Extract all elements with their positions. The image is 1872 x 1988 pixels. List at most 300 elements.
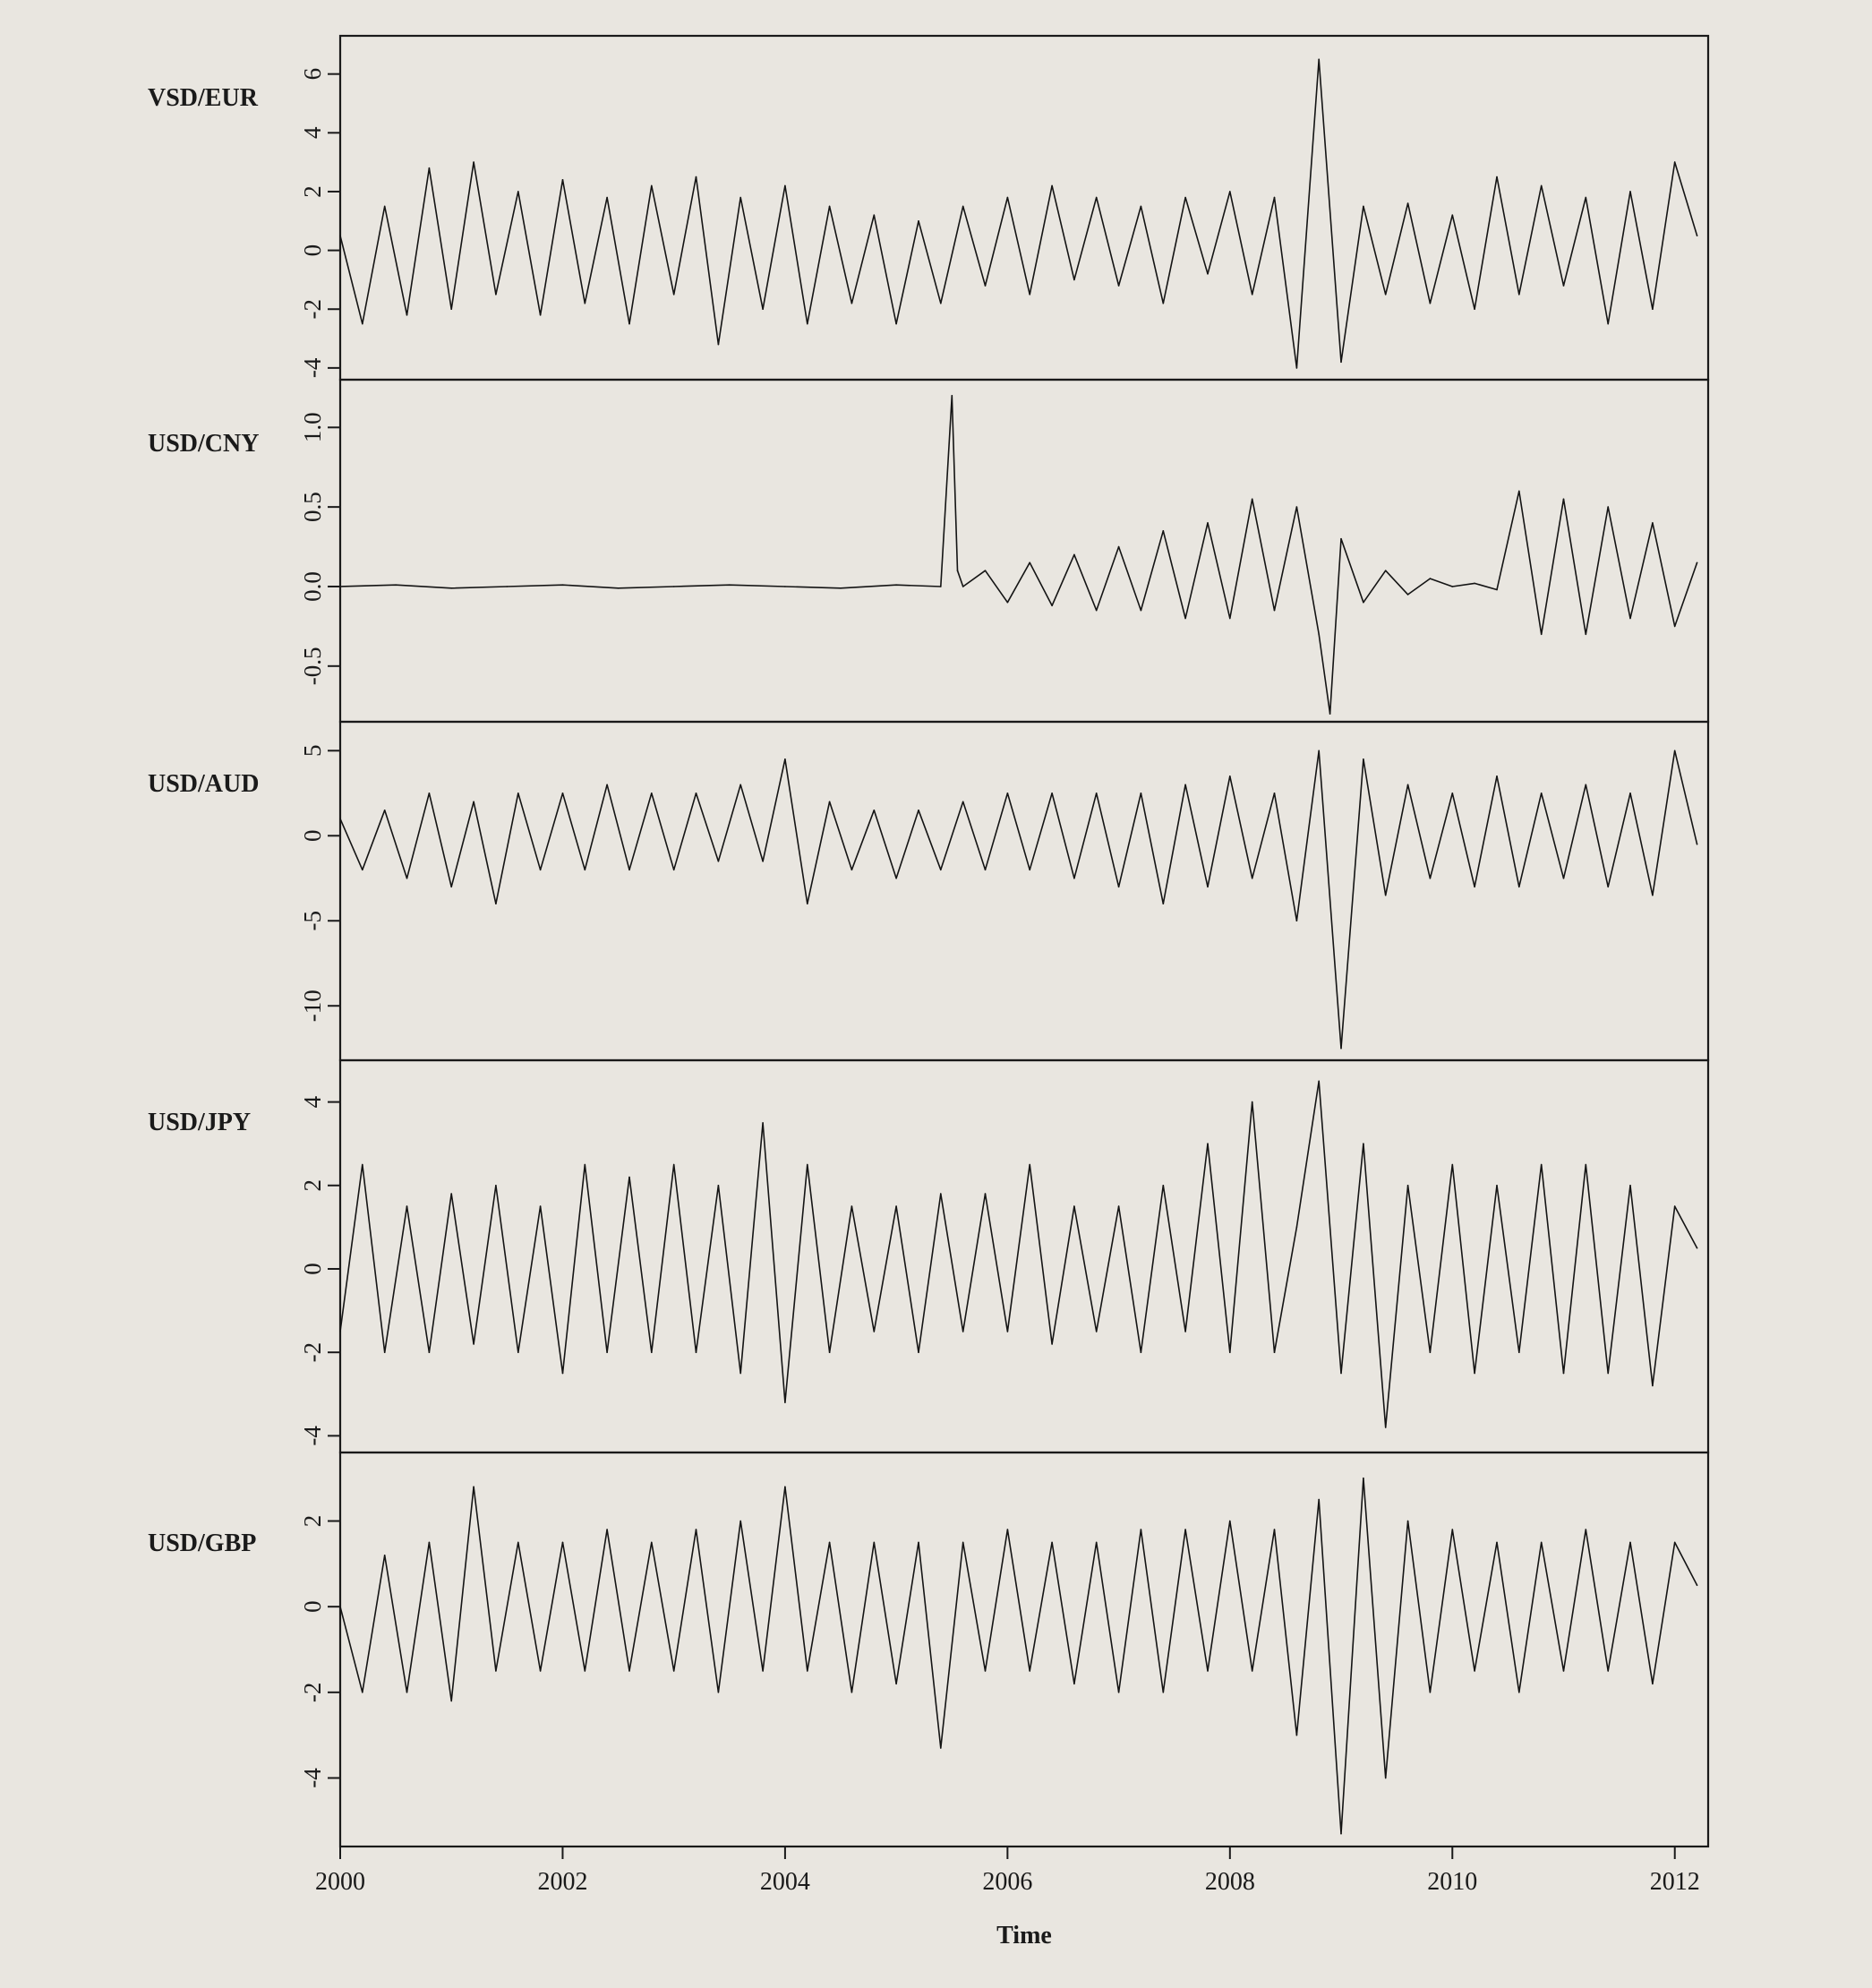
data-point [673, 1164, 675, 1166]
data-point [1318, 750, 1320, 752]
data-point [495, 1670, 497, 1672]
data-point [1629, 793, 1631, 794]
data-point [1051, 1542, 1053, 1544]
data-point [1252, 1101, 1253, 1103]
data-point [651, 1351, 653, 1353]
data-point [1184, 197, 1186, 199]
data-point [1563, 499, 1565, 501]
data-point [507, 586, 509, 587]
data-point [1207, 1670, 1209, 1672]
data-point [1096, 1542, 1098, 1544]
data-point [807, 1670, 808, 1672]
data-point [962, 1331, 964, 1332]
data-point [540, 1670, 542, 1672]
data-point [985, 870, 987, 871]
y-tick-label: -5 [299, 910, 326, 931]
data-point [1586, 634, 1587, 636]
data-point [739, 784, 741, 786]
data-point [952, 395, 953, 397]
data-point [362, 323, 363, 325]
data-point [1674, 1205, 1676, 1207]
data-point [1141, 1529, 1142, 1530]
data-point [1652, 308, 1654, 310]
data-point [1207, 273, 1209, 275]
data-point [1474, 1373, 1475, 1375]
data-point [874, 1331, 876, 1332]
data-point [1229, 191, 1231, 193]
data-point [1007, 197, 1009, 199]
data-point [1318, 59, 1320, 61]
panel-frame [340, 722, 1708, 1060]
data-point [1385, 294, 1387, 296]
data-point [606, 784, 608, 786]
data-point [807, 903, 808, 904]
data-point [1007, 602, 1009, 604]
data-point [1385, 1427, 1387, 1428]
data-point [1207, 1143, 1209, 1144]
data-point [495, 903, 497, 904]
data-point [1563, 1373, 1565, 1375]
data-point [874, 1542, 876, 1544]
data-point [940, 1747, 942, 1749]
data-point [1051, 185, 1053, 187]
data-point [1363, 1478, 1364, 1479]
data-point [807, 323, 808, 325]
y-tick-label: -0.5 [299, 647, 326, 686]
y-tick-label: -2 [299, 1341, 326, 1363]
data-point [1296, 1227, 1298, 1229]
data-point [895, 323, 897, 325]
data-point [718, 1185, 720, 1187]
data-point [1697, 1585, 1698, 1587]
data-point [718, 344, 720, 346]
data-point [1674, 626, 1676, 628]
data-point [1363, 1143, 1364, 1144]
data-point [1474, 308, 1475, 310]
data-point [1073, 878, 1075, 879]
data-point [696, 1529, 697, 1530]
data-point [1407, 202, 1409, 204]
data-point [918, 810, 919, 811]
data-point [829, 1351, 831, 1353]
series-line-vsd-eur [340, 59, 1697, 368]
data-point [739, 197, 741, 199]
data-point [1252, 1670, 1253, 1672]
data-point [1652, 1385, 1654, 1387]
data-point [1274, 793, 1276, 794]
data-point [540, 314, 542, 316]
data-point [1452, 214, 1454, 216]
data-point [1607, 1373, 1609, 1375]
data-point [1141, 206, 1142, 208]
data-point [851, 1205, 853, 1207]
panel-usd-cny [148, 380, 1708, 722]
data-point [339, 1606, 341, 1607]
panel-frame [340, 1060, 1708, 1452]
data-point [1274, 1351, 1276, 1353]
data-point [1296, 920, 1298, 921]
series-name-label: USD/JPY [148, 1109, 252, 1136]
data-point [1586, 197, 1587, 199]
data-point [429, 1542, 431, 1544]
data-point [1607, 1670, 1609, 1672]
data-point [840, 587, 842, 589]
data-point [696, 176, 697, 178]
data-point [1163, 530, 1165, 532]
data-point [1541, 634, 1543, 636]
data-point [851, 870, 853, 871]
data-point [1407, 1521, 1409, 1522]
data-point [606, 197, 608, 199]
series-name-label: USD/GBP [148, 1530, 257, 1557]
data-point [1184, 1529, 1186, 1530]
y-tick-label: 4 [299, 126, 326, 140]
data-point [739, 1521, 741, 1522]
data-point [1163, 1185, 1165, 1187]
data-point [1541, 1164, 1543, 1166]
y-tick-label: -4 [299, 1768, 326, 1788]
x-axis [315, 1847, 1700, 1896]
data-point [406, 1692, 408, 1693]
data-point [1652, 522, 1654, 524]
y-tick-label: 0.0 [299, 571, 326, 602]
data-point [1007, 1529, 1009, 1530]
data-point [1629, 1542, 1631, 1544]
data-point [1697, 562, 1698, 564]
x-tick-label: 2008 [1204, 1868, 1255, 1896]
data-point [1407, 1185, 1409, 1187]
data-point [1051, 605, 1053, 607]
data-point [429, 793, 431, 794]
data-point [1029, 870, 1030, 871]
data-point [1118, 1692, 1120, 1693]
data-point [895, 1684, 897, 1685]
data-point [1229, 1351, 1231, 1353]
y-tick-label: -2 [299, 1682, 326, 1703]
data-point [1541, 1542, 1543, 1544]
data-point [540, 1205, 542, 1207]
data-point [762, 1122, 764, 1124]
data-point [1051, 1343, 1053, 1345]
data-point [1652, 1684, 1654, 1685]
data-point [495, 294, 497, 296]
data-point [1329, 713, 1331, 715]
data-point [1096, 197, 1098, 199]
data-point [784, 758, 786, 760]
data-point [606, 1529, 608, 1530]
data-point [1207, 522, 1209, 524]
data-point [517, 1542, 519, 1544]
data-point [473, 1343, 474, 1345]
data-point [1385, 895, 1387, 896]
y-tick-label: 2 [299, 1179, 326, 1192]
y-tick-label: 4 [299, 1095, 326, 1109]
data-point [1430, 878, 1432, 879]
data-point [1452, 793, 1454, 794]
panel-frame [340, 380, 1708, 722]
y-tick-label: 0.5 [299, 492, 326, 523]
data-point [384, 1555, 386, 1556]
data-point [429, 1351, 431, 1353]
data-point [1073, 1205, 1075, 1207]
data-point [1096, 793, 1098, 794]
data-point [1629, 1185, 1631, 1187]
data-point [450, 1701, 452, 1702]
data-point [1296, 506, 1298, 508]
data-point [1318, 634, 1320, 636]
data-point [406, 878, 408, 879]
data-point [940, 870, 942, 871]
y-tick-label: 1.0 [299, 412, 326, 443]
data-point [1274, 610, 1276, 612]
data-point [1452, 586, 1454, 587]
data-point [739, 1373, 741, 1375]
data-point [1607, 323, 1609, 325]
data-point [1586, 784, 1587, 786]
data-point [406, 1205, 408, 1207]
data-point [1586, 1529, 1587, 1530]
data-point [1029, 294, 1030, 296]
data-point [339, 818, 341, 820]
data-point [1452, 1529, 1454, 1530]
data-point [1363, 602, 1364, 604]
data-point [628, 1670, 630, 1672]
x-axis-title: Time [996, 1922, 1052, 1949]
data-point [1229, 618, 1231, 620]
data-point [874, 810, 876, 811]
data-point [1697, 844, 1698, 845]
data-point [1452, 1164, 1454, 1166]
data-point [384, 810, 386, 811]
data-point [384, 1351, 386, 1353]
data-point [585, 1670, 586, 1672]
data-point [1207, 887, 1209, 888]
data-point [1674, 161, 1676, 163]
series-line-usd-cny [340, 396, 1697, 714]
data-point [940, 1193, 942, 1195]
data-point [651, 1542, 653, 1544]
data-point [473, 801, 474, 803]
data-point [957, 570, 959, 571]
data-point [1073, 279, 1075, 281]
data-point [1029, 562, 1030, 564]
data-point [1496, 1542, 1498, 1544]
data-point [962, 801, 964, 803]
data-point [1007, 1331, 1009, 1332]
data-point [962, 1542, 964, 1544]
data-point [339, 235, 341, 236]
data-point [628, 870, 630, 871]
series-name-label: USD/AUD [148, 770, 260, 798]
data-point [762, 861, 764, 862]
data-point [1007, 793, 1009, 794]
data-point [1363, 206, 1364, 208]
data-point [718, 1692, 720, 1693]
data-point [1229, 1521, 1231, 1522]
data-point [1541, 185, 1543, 187]
data-point [940, 586, 942, 587]
data-point [362, 1164, 363, 1166]
data-point [985, 1193, 987, 1195]
data-point [450, 887, 452, 888]
y-tick-label: 0 [299, 244, 326, 257]
data-point [585, 870, 586, 871]
data-point [696, 1351, 697, 1353]
y-tick-label: 2 [299, 1514, 326, 1528]
data-point [1518, 1692, 1520, 1693]
data-point [1340, 538, 1342, 540]
data-point [1518, 491, 1520, 493]
data-point [1184, 618, 1186, 620]
data-point [517, 793, 519, 794]
data-point [362, 1692, 363, 1693]
panels [148, 36, 1708, 1847]
data-point [1118, 546, 1120, 548]
data-point [874, 214, 876, 216]
data-point [962, 586, 964, 587]
data-point [384, 206, 386, 208]
data-point [651, 793, 653, 794]
data-point [729, 584, 731, 586]
data-point [829, 1542, 831, 1544]
data-point [362, 870, 363, 871]
data-point [517, 1351, 519, 1353]
data-point [1118, 1205, 1120, 1207]
data-point [1474, 887, 1475, 888]
data-point [495, 1185, 497, 1187]
data-point [450, 1193, 452, 1195]
data-point [1629, 618, 1631, 620]
data-point [473, 161, 474, 163]
y-tick-label: 0 [299, 1263, 326, 1275]
x-tick-label: 2012 [1649, 1868, 1700, 1896]
series-line-usd-gbp [340, 1478, 1697, 1834]
data-point [1163, 1692, 1165, 1693]
panel-frame [340, 1452, 1708, 1847]
data-point [395, 584, 397, 586]
series-line-usd-aud [340, 750, 1697, 1048]
x-tick-label: 2004 [759, 1868, 810, 1896]
data-point [1340, 1373, 1342, 1375]
data-point [1141, 793, 1142, 794]
data-point [429, 167, 431, 169]
y-tick-label: 0 [299, 829, 326, 843]
data-point [1029, 1670, 1030, 1672]
panel-vsd-eur [148, 36, 1708, 380]
data-point [1296, 367, 1298, 369]
data-point [1518, 887, 1520, 888]
data-point [606, 1351, 608, 1353]
data-point [1051, 793, 1053, 794]
y-tick-label: 0 [299, 1600, 326, 1613]
data-point [895, 878, 897, 879]
data-point [918, 1351, 919, 1353]
data-point [585, 1164, 586, 1166]
data-point [851, 1692, 853, 1693]
data-point [1096, 610, 1098, 612]
data-point [1496, 176, 1498, 178]
data-point [895, 1205, 897, 1207]
data-point [1430, 303, 1432, 304]
data-point [628, 323, 630, 325]
x-tick-label: 2000 [315, 1868, 365, 1896]
data-point [1229, 775, 1231, 777]
data-point [673, 870, 675, 871]
data-point [1607, 887, 1609, 888]
data-point [1518, 1351, 1520, 1353]
data-point [1318, 1499, 1320, 1501]
data-point [450, 587, 452, 589]
y-tick-label: 2 [299, 185, 326, 198]
data-point [1430, 578, 1432, 579]
data-point [562, 584, 564, 586]
data-point [1073, 1684, 1075, 1685]
data-point [1252, 878, 1253, 879]
data-point [1141, 1351, 1142, 1353]
data-point [1586, 1164, 1587, 1166]
data-point [1518, 294, 1520, 296]
data-point [1474, 1670, 1475, 1672]
y-tick-label: -4 [299, 357, 326, 379]
data-point [1496, 1185, 1498, 1187]
data-point [895, 584, 897, 586]
data-point [562, 793, 564, 794]
data-point [1318, 1081, 1320, 1083]
data-point [1163, 303, 1165, 304]
data-point [1363, 758, 1364, 760]
data-point [1496, 775, 1498, 777]
data-point [651, 185, 653, 187]
data-point [673, 294, 675, 296]
data-point [851, 303, 853, 304]
data-point [1118, 285, 1120, 287]
data-point [1385, 1778, 1387, 1779]
y-tick-label: -10 [299, 990, 326, 1023]
series-name-label: USD/CNY [148, 430, 260, 458]
data-point [1407, 784, 1409, 786]
y-tick-label: 6 [299, 67, 326, 81]
data-point [517, 191, 519, 193]
data-point [585, 303, 586, 304]
data-point [1674, 1542, 1676, 1544]
data-point [1184, 1331, 1186, 1332]
data-point [562, 1542, 564, 1544]
data-point [829, 801, 831, 803]
x-tick-label: 2010 [1427, 1868, 1478, 1896]
data-point [918, 220, 919, 222]
data-point [1563, 285, 1565, 287]
data-point [1697, 1247, 1698, 1249]
data-point [1496, 589, 1498, 591]
data-point [762, 1670, 764, 1672]
data-point [985, 285, 987, 287]
y-tick-label: 5 [299, 744, 326, 758]
data-point [1430, 1351, 1432, 1353]
data-point [1252, 294, 1253, 296]
data-point [784, 586, 786, 587]
data-point [1385, 570, 1387, 571]
panel-usd-jpy [148, 1060, 1708, 1452]
data-point [784, 1401, 786, 1403]
data-point [829, 206, 831, 208]
data-point [985, 1670, 987, 1672]
panel-usd-gbp [148, 1452, 1708, 1847]
data-point [718, 861, 720, 862]
data-point [339, 586, 341, 587]
data-point [1340, 362, 1342, 364]
data-point [784, 1487, 786, 1488]
data-point [762, 308, 764, 310]
